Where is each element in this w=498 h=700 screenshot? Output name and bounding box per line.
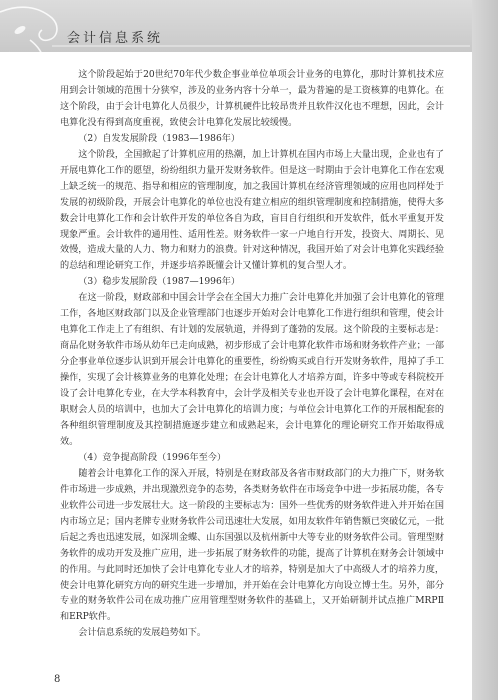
body-text [60, 68, 444, 642]
paragraph: 会计信息系统的发展趋势如下。 [78, 628, 207, 639]
page-number: 8 [54, 674, 61, 685]
section-heading: （4）竞争提高阶段（1996年至今） [78, 452, 226, 463]
paragraph: 这个阶段起始于20世纪70年代少数企事业单位单项会计业务的电算化，那时计算机技术应用到会计领域的范围十分狭窄，涉及的业务内容十分单一，最为普遍的是工资核算的电算化。在这个阶段，由于会计电算化人员很少，计算机硬件比较昂贵并且软件汉化也不理想，因此，会计电算化没有得到高度重视，致使会计电算化发展比较缓慢。 [60, 70, 444, 128]
paragraph: 随着会计电算化工作的深入开展，特别是在财政部及各省市财政部门的大力推广下，财务软件市场进一步成熟，并出现激烈竞争的态势，各类财务软件在市场竞争中进一步拓展功能，各专业软件公司进一步发展壮大。这一阶段的主要标志为：国外一些优秀的财务软件进入并开始在国内市场立足；国内老牌专业财务软件公司迅速壮大发展，如用友软件年销售额已突破亿元，一批后起之秀也迅速发展，如深圳金蝶、山东国强以及杭州新中大等专业的财务软件公司。管理型财务软件的成功开发及推广应用，进一步拓展了财务软件的功能，提高了计算机在财务会计领域中的作用。与此同时还加快了会计电算化专业人才的培养，特别是加大了中高级人才的培养力度，使会计电算化研究方向的研究生进一步增加，并开始在会计电算化方向设立博士生。另外，部分专业的财务软件公司在成功推广应用管理型财务软件的基础上，又开始研制并试点推广MRPⅡ和ERP软件。 [60, 468, 444, 623]
paragraph: 这个阶段，全国掀起了计算机应用的热潮，加上计算机在国内市场上大量出现，企业也有了开展电算化工作的愿望，纷纷组织力量开发财务软件。但是这一时期由于会计电算化工作在宏观上缺乏统一的规范、指导和相应的管理制度，加之我国计算机在经济管理领域的应用也同样处于发展的初级阶段，开展会计电算化的单位也没有建立相应的组织管理制度和控制措施，使得大多数会计电算化工作和会计软件开发的单位各自为政，盲目自行组织和开发软件，低水平重复开发现象严重。会计软件的通用性、适用性差。财务软件一家一户地自行开发，投资大、周期长、见效慢，造成大量的人力、物力和财力的浪费。针对这种情况，我国开始了对会计电算化实践经验的总结和理论研究工作，并逐步培养既懂会计又懂计算机的复合型人才。 [60, 149, 444, 272]
section-heading: （3）稳步发展阶段（1987—1996年） [78, 277, 241, 288]
side-strip [472, 0, 498, 700]
running-header-title: 会计信息系统 [67, 31, 164, 46]
paragraph: 在这一阶段，财政部和中国会计学会在全国大力推广会计电算化并加强了会计电算化的管理工作，各地区财政部门以及企业管理部门也逐步开始对会计电算化工作进行组织和管理，使会计电算化工作走上了有组织、有计划的发展轨道，并得到了蓬勃的发展。这个阶段的主要标志是：商品化财务软件市场从幼年已走向成熟，初步形成了会计电算化软件市场和财务软件产业；一部分企事业单位逐步认识到开展会计电算化的重要性，纷纷购买或自行开发财务软件，甩掉了手工操作，实现了会计核算业务的电算化处理；在会计电算化人才培养方面，许多中等或专科院校开设了会计电算化专业，在大学本科教育中，会计学及相关专业也开设了会计电算化课程，在对在职财会人员的培训中，也加大了会计电算化的培训力度；与单位会计电算化工作的开展相配套的各种组织管理制度及其控制措施逐步建立和成熟起来，会计电算化的理论研究工作开始取得成效。 [60, 293, 444, 447]
section-heading: （2）自发发展阶段（1983—1986年） [78, 133, 241, 144]
